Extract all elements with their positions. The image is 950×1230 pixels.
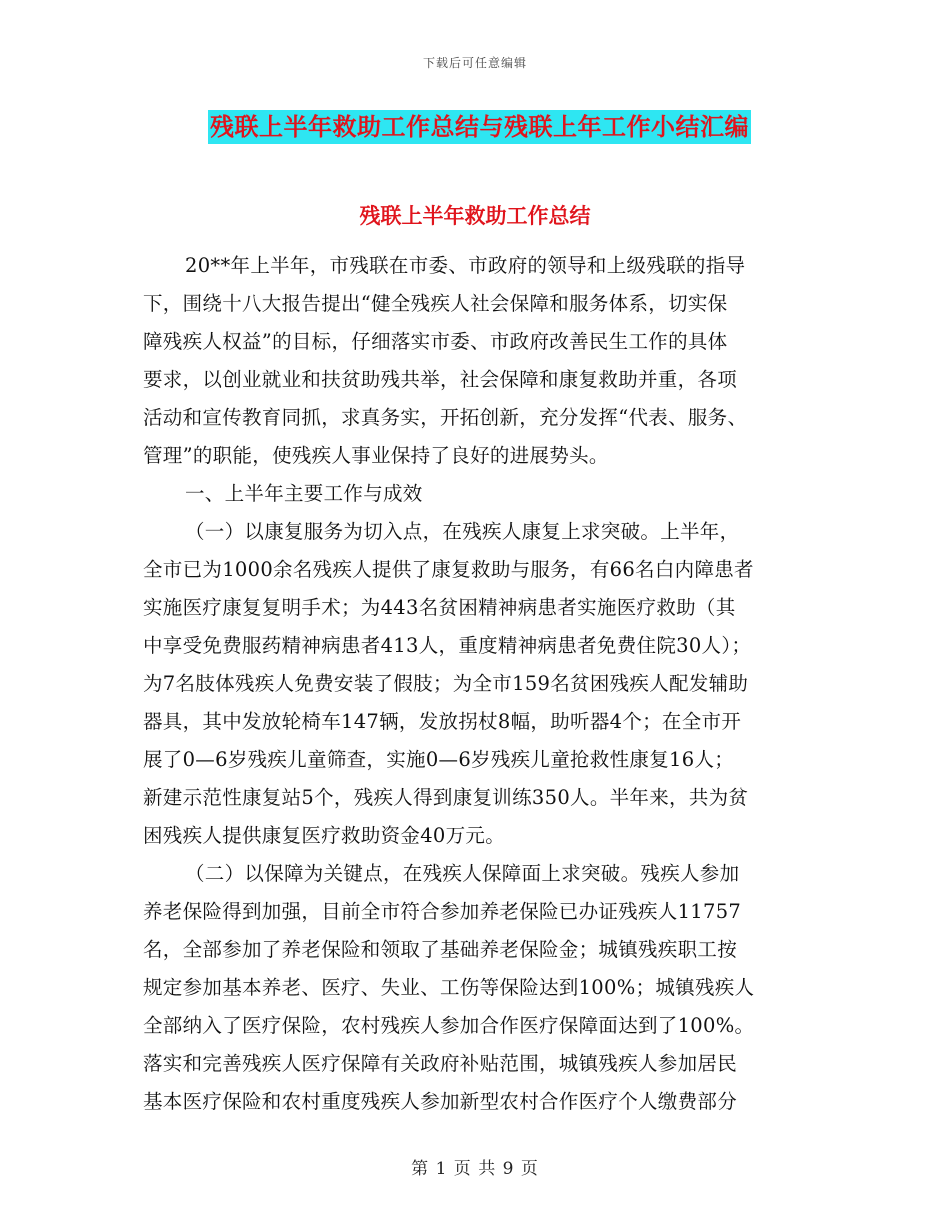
main-title: 残联上半年救助工作总结与残联上年工作小结汇编: [208, 110, 751, 144]
main-title-container: [208, 110, 751, 144]
paragraph-line: 展了0—6岁残疾儿童筛查，实施0—6岁残疾儿童抢救性康复16人；: [143, 748, 735, 771]
paragraph-line: 落实和完善残疾人医疗保障有关政府补贴范围，城镇残疾人参加居民: [143, 1052, 738, 1075]
section-heading: 一、上半年主要工作与成效: [185, 482, 423, 505]
paragraph-line: 基本医疗保险和农村重度残疾人参加新型农村合作医疗个人缴费部分: [143, 1090, 738, 1113]
paragraph-line: 全部纳入了医疗保险，农村残疾人参加合作医疗保障面达到了100%。: [143, 1014, 755, 1037]
paragraph-line: 困残疾人提供康复医疗救助资金40万元。: [143, 824, 506, 847]
paragraph-line: 全市已为1000余名残疾人提供了康复救助与服务，有66名白内障患者: [143, 558, 754, 581]
page-number-footer: 第 1 页 共 9 页: [411, 1159, 539, 1179]
paragraph-line: 为7名肢体残疾人免费安装了假肢；为全市159名贫困残疾人配发辅助: [143, 672, 749, 695]
paragraph-line: 器具，其中发放轮椅车147辆，发放拐杖8幅，助听器4个；在全市开: [143, 710, 742, 733]
paragraph-line: 名，全部参加了养老保险和领取了基础养老保险金；城镇残疾职工按: [143, 938, 738, 961]
paragraph-line: 规定参加基本养老、医疗、失业、工伤等保险达到100%；城镇残疾人: [143, 976, 755, 999]
header-note: 下载后可任意编辑: [422, 56, 527, 70]
body-text: [143, 247, 807, 1121]
paragraph-line: 中享受免费服药精神病患者413人，重度精神病患者免费住院30人）；: [143, 634, 752, 657]
paragraph-line: 下，围绕十八大报告提出“健全残疾人社会保障和服务体系，切实保: [143, 292, 728, 315]
paragraph-line: （二）以保障为关键点，在残疾人保障面上求突破。残疾人参加: [185, 862, 740, 885]
paragraph-line: 养老保险得到加强，目前全市符合参加养老保险已办证残疾人11757: [143, 900, 742, 923]
paragraph-line: 实施医疗康复复明手术；为443名贫困精神病患者实施医疗救助（其: [143, 596, 736, 619]
paragraph-line: 管理”的职能，使残疾人事业保持了良好的进展势头。: [143, 444, 609, 467]
paragraph-line: 新建示范性康复站5个，残疾人得到康复训练350人。半年来，共为贫: [143, 786, 749, 809]
paragraph-line: 障残疾人权益”的目标，仔细落实市委、市政府改善民生工作的具体: [143, 330, 728, 353]
paragraph-line: 20**年上半年，市残联在市委、市政府的领导和上级残联的指导: [185, 254, 746, 277]
paragraph-line: （一）以康复服务为切入点，在残疾人康复上求突破。上半年，: [185, 520, 740, 543]
section-title: 残联上半年救助工作总结: [359, 204, 591, 228]
paragraph-line: 要求，以创业就业和扶贫助残共举，社会保障和康复救助并重，各项: [143, 368, 738, 391]
paragraph-line: 活动和宣传教育同抓，求真务实，开拓创新，充分发挥“代表、服务、: [143, 406, 748, 429]
